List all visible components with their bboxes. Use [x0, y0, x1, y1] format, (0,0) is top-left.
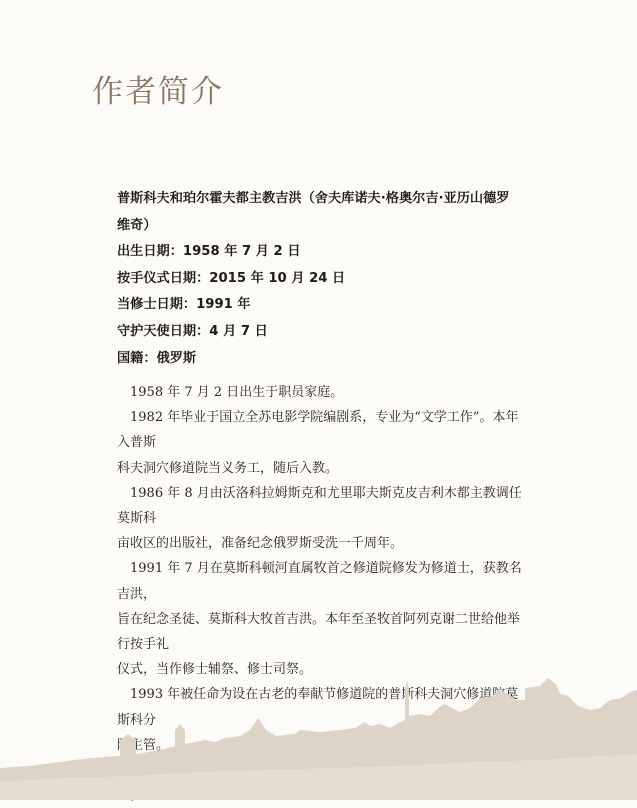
author-name-line-1: 普斯科夫和珀尔霍夫都主教吉洪（舍夫库诺夫·格奥尔吉·亚历山德罗 [117, 191, 510, 206]
angel-day: 守护天使日期：4 月 7 日 [117, 323, 268, 339]
monastery-skyline-illustration [0, 650, 637, 800]
bio-line: 1958 年 7 月 2 日出生于职员家庭。 [117, 385, 344, 400]
bio-line: 科夫洞穴修道院当义务工，随后入教。 [117, 460, 339, 476]
bio-line: 1991 年 7 月在莫斯科顿河直属牧首之修道院修发为修道士，获教名吉洪， [117, 561, 522, 602]
page-title: 作者简介 [92, 74, 224, 110]
ordination-date: 按手仪式日期：2015 年 10 月 24 日 [117, 270, 346, 286]
bio-line: 1986 年 8 月由沃洛科拉姆斯克和尤里耶夫斯克皮吉利木都主教调任莫斯科 [117, 485, 522, 527]
author-profile [117, 186, 527, 372]
bio-line: 1982 年毕业于国立全苏电影学院编剧系，专业为“文学工作”。本年入普斯 [117, 410, 519, 451]
tonsure-date: 当修士日期：1991 年 [117, 297, 251, 313]
author-name-line-2: 维奇） [117, 217, 157, 233]
birth-date: 出生日期：1958 年 7 月 2 日 [117, 244, 301, 260]
bio-line: 1993 年被任命为设在古老的奉献节修道院的普斯科夫洞穴修道院莫斯科分 [117, 687, 519, 728]
nationality: 国籍：俄罗斯 [117, 350, 197, 366]
bio-line: 亩收区的出版社，准备纪念俄罗斯受洗一千周年。 [117, 536, 404, 552]
bio-line: 院主管。 [117, 737, 170, 753]
bio-line: 仪式，当作修士辅祭、修士司祭。 [117, 662, 313, 678]
bio-line: 旨在纪念圣徒、莫斯科大牧首吉洪。本年至圣牧首阿列克谢二世给他举行按手礼 [117, 611, 521, 653]
